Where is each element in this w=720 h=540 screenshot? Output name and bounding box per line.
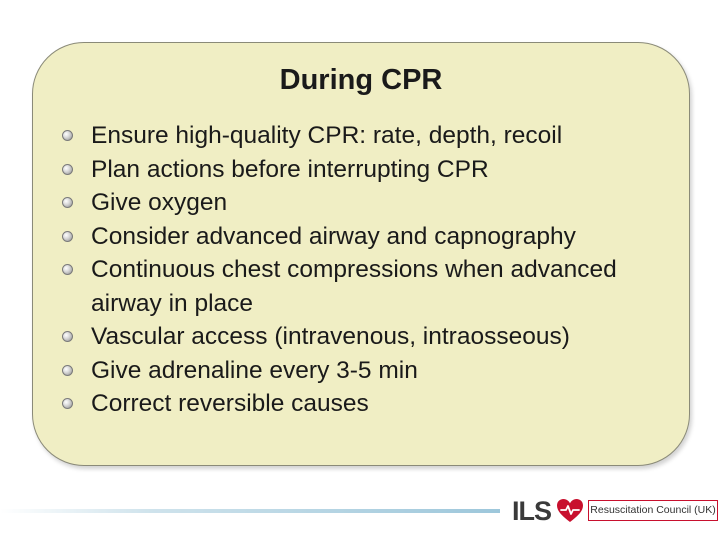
bullet-item (60, 186, 680, 220)
bullet-item (60, 320, 680, 354)
slide-title: During CPR (279, 64, 443, 96)
bullet-list (60, 119, 680, 421)
bullet-dot-icon (62, 164, 73, 175)
bullet-text: Continuous chest compressions when advanced airway in place (91, 256, 617, 317)
bullet-dot-icon (62, 365, 73, 376)
bullet-dot-icon (62, 398, 73, 409)
bullet-text: Vascular access (intravenous, intraosseous) (91, 323, 570, 350)
bullet-dot-icon (62, 197, 73, 208)
bullet-dot-icon (62, 130, 73, 141)
bullet-text: Consider advanced airway and capnography (91, 222, 576, 250)
bullet-dot-icon (62, 264, 73, 275)
bullet-item (60, 354, 680, 388)
bullet-text: Give adrenaline every 3-5 min (91, 356, 418, 384)
heart-icon (556, 498, 584, 524)
bullet-item (60, 220, 680, 254)
bullet-text: Correct reversible causes (91, 390, 369, 417)
bullet-item (60, 119, 680, 153)
organization-label: Resuscitation Council (UK) (588, 500, 718, 521)
bullet-item (60, 387, 680, 421)
ils-logo-text: ILS (512, 496, 552, 526)
ils-logo (512, 494, 718, 528)
bullet-item (60, 253, 680, 320)
bullet-text: Give oxygen (91, 189, 228, 216)
footer-divider (0, 509, 500, 513)
bullet-dot-icon (62, 231, 73, 242)
bullet-dot-icon (62, 331, 73, 342)
bullet-text: Plan actions before interrupting CPR (91, 155, 489, 183)
bullet-text: Ensure high-quality CPR: rate, depth, recoil (91, 122, 563, 149)
bullet-item (60, 153, 680, 187)
